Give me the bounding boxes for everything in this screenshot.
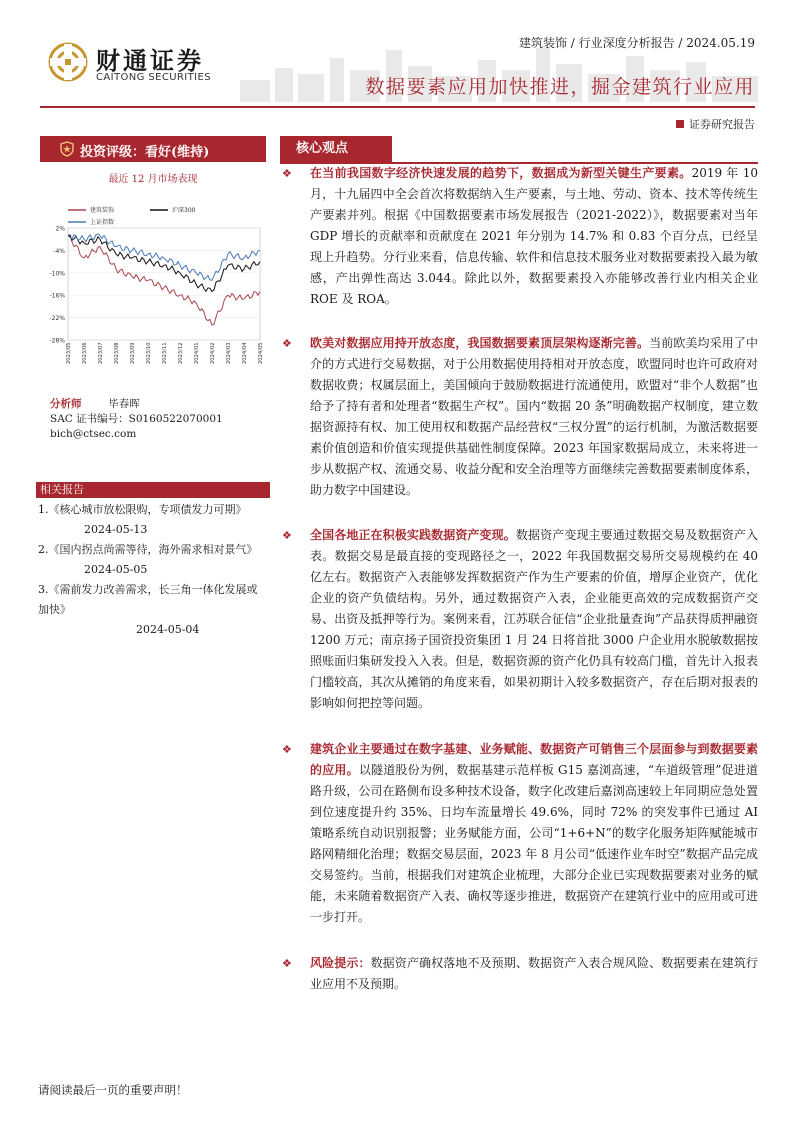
related-reports-heading: 相关报告: [36, 482, 270, 498]
market-performance-chart: [40, 198, 266, 378]
risk-warning-lead: 风险提示：: [310, 956, 371, 970]
y-tick-label: -28%: [49, 337, 65, 345]
risk-warning-text: 数据资产确权落地不及预期、数据资产入表合规风险、数据要素在建筑行业应用不及预期。: [310, 956, 758, 991]
x-tick-label: 2023/11: [162, 342, 168, 364]
core-point-lead: 全国各地正在积极实践数据资产变现。: [310, 528, 516, 542]
diamond-bullet-icon: ❖: [282, 167, 292, 180]
shield-icon: [60, 141, 74, 157]
related-report-date: 2024-05-04: [136, 623, 200, 636]
x-tick-label: 2024/02: [210, 342, 216, 364]
diamond-bullet-icon: ❖: [282, 957, 292, 970]
diamond-bullet-icon: ❖: [282, 743, 292, 756]
x-tick-label: 2024/04: [242, 342, 248, 364]
report-type: [676, 116, 755, 132]
risk-warning: [284, 953, 758, 995]
x-tick-label: 2023/05: [66, 342, 72, 364]
core-point-lead: 建筑企业主要通过在数字基建、业务赋能、数据资产可销售三个层面参与到数据要素的应用。: [310, 742, 758, 777]
sac-label: SAC 证书编号：: [50, 413, 129, 425]
y-tick-label: -4%: [53, 247, 65, 255]
related-report-date: 2024-05-13: [84, 523, 148, 536]
core-point-text: 当前欧美均采用了中介的方式进行交易数据，对于公用数据使用持相对开放态度，欧盟同时也许可政府对数据收费；权属层面上，美国倾向于鼓励数据进行流通使用，欧盟对“非个人数据”也给予了持有者和处理者“数据生产权”。国内“数据 20 条”明确数据产权制度，建立数据资源持有权、加工使用权和数据产品经营权“三权分置”的运行机制，为激活数据要素价值创造和价值实现提供基础性制度保障。2023 年国家数据局成立，未来将进一步从数据产权、流通交易、收益分配和安全治理等方面继续完善数据要素制度体系，助力数字中国建设。: [310, 336, 758, 497]
analyst-name: 毕春晖: [108, 398, 140, 410]
square-icon: [676, 120, 684, 128]
x-tick-label: 2024/05: [258, 342, 264, 364]
sac-number: S0160522070001: [128, 413, 223, 425]
company-logo-english: CAITONG SECURITIES: [96, 72, 211, 83]
x-tick-label: 2024/01: [194, 342, 200, 364]
report-title: 数据要素应用加快推进，掘金建筑行业应用: [365, 76, 755, 98]
legend-label: 建筑装饰: [90, 207, 115, 214]
x-tick-label: 2023/07: [98, 342, 104, 364]
series-line-1: [68, 235, 260, 325]
x-tick-label: 2023/06: [82, 342, 88, 364]
y-tick-label: -22%: [49, 315, 65, 323]
core-point-lead: 在当前我国数字经济快速发展的趋势下，数据成为新型关键生产要素。: [310, 166, 692, 180]
analyst-label: 分析师: [50, 398, 82, 410]
related-report-title: 2.《国内拐点尚需等待，海外需求相对景气》: [38, 543, 258, 556]
core-point-text: 以隧道股份为例，数据基建示范样板 G15 嘉浏高速，“车道级管理”促进道路升级，公司在路侧布设多种技术设备，数字化改建后嘉浏高速较上年同期应急处置到位速度提升约 35%、日均车流量增长 49.6%，同时 72% 的突发事件已通过 AI 策略系统自动识别报警；业务赋能方面，公司“1+6+N”的数字化服务矩阵赋能城市路网精细化治理；数据交易层面，2023 年 8 月公司“低速作业车时空”数据产品完成交易签约。当前，根据我们对建筑企业梳理，大部分企业已实现数据要素对业务的赋能，未来随着数据资产入表、确权等逐步推进，数据资产在建筑行业中的应用或可进一步打开。: [310, 763, 758, 924]
series-line-3: [68, 234, 260, 280]
core-point-3: [284, 525, 758, 714]
report-type-label: 证券研究报告: [689, 118, 755, 131]
investment-rating: 投资评级：看好(维持): [80, 145, 210, 160]
core-point-text: 2019 年 10 月，十九届四中全会首次将数据纳入生产要素，与土地、劳动、资本、技术等传统生产要素并列。根据《中国数据要素市场发展报告（2021-2022）》，数据要素对当年 GDP 增长的贡献率和贡献度在 2021 年分别为 14.7% 和 0.83 个百分点，已经呈现上升趋势。分行业来看，信息传输、软件和信息技术服务业对数据要素投入最为敏感，产出弹性高达 3.044。除此以外，数据要素投入亦能够改善行业内相关企业 ROE 及 ROA。: [310, 166, 758, 306]
related-report-date: 2024-05-05: [84, 563, 148, 576]
y-tick-label: 2%: [55, 225, 65, 233]
core-point-1: [284, 163, 758, 310]
x-tick-label: 2023/08: [114, 342, 120, 364]
x-tick-label: 2024/03: [226, 342, 232, 364]
related-report-item[interactable]: [38, 500, 268, 540]
related-report-title: 1.《核心城市放松限购，专项债发力可期》: [38, 503, 247, 516]
report-meta: 建筑装饰 / 行业深度分析报告 / 2024.05.19: [518, 36, 755, 50]
related-report-title: 3.《需前发力改善需求，长三角一体化发展或加快》: [38, 583, 258, 616]
related-report-item[interactable]: [38, 580, 268, 640]
y-tick-label: -10%: [49, 270, 65, 278]
header-divider: [40, 106, 755, 108]
chart-caption: 最近 12 月市场表现: [108, 174, 198, 185]
core-point-4: [284, 739, 758, 928]
diamond-bullet-icon: ❖: [282, 529, 292, 542]
legend-label: 上证指数: [90, 219, 115, 226]
core-views-heading: 核心观点: [280, 136, 392, 162]
disclaimer-note: 请阅读最后一页的重要声明！: [38, 1083, 188, 1097]
core-views-heading-bar: [280, 136, 758, 164]
related-reports-list: [38, 500, 268, 640]
diamond-bullet-icon: ❖: [282, 337, 292, 350]
analyst-email[interactable]: bich@ctsec.com: [50, 428, 137, 440]
company-logo-icon: [48, 42, 88, 82]
related-report-item[interactable]: [38, 540, 268, 580]
company-logo-chinese: 财通证券: [96, 46, 204, 75]
legend-label: 沪深300: [172, 207, 196, 214]
core-point-2: [284, 333, 758, 501]
x-tick-label: 2023/09: [130, 342, 136, 364]
x-tick-label: 2023/12: [178, 342, 184, 364]
series-line-2: [68, 235, 260, 291]
chart-frame: [68, 228, 260, 340]
core-point-lead: 欧美对数据应用持开放态度，我国数据要素顶层架构逐渐完善。: [310, 336, 650, 350]
x-tick-label: 2023/10: [146, 342, 152, 364]
investment-rating-box: [40, 136, 266, 162]
analyst-info: [50, 397, 223, 442]
y-tick-label: -16%: [49, 292, 65, 300]
core-point-text: 数据资产变现主要通过数据交易及数据资产入表。数据交易是最直接的变现路径之一，2022 年我国数据交易所交易规模约在 40 亿左右。数据资产入表能够发挥数据资产作为生产要素的价值，增厚企业资产，优化企业的资产负债结构。另外，通过数据资产入表，企业能更高效的完成数据资产交易、出资及抵押等行为。案例来看，江苏联合征信“企业批量查询”产品获得质押融资 1200 万元；南京扬子国资投资集团 1 月 24 日将首批 3000 户企业用水脱敏数据按照账面归集研发投入入表。但是，数据资源的资产化仍具有较高门槛，首先计入报表门槛较高，其次从摊销的角度来看，如果初期计入较多数据资产，存在后期对报表的影响如何把控等问题。: [310, 528, 758, 710]
